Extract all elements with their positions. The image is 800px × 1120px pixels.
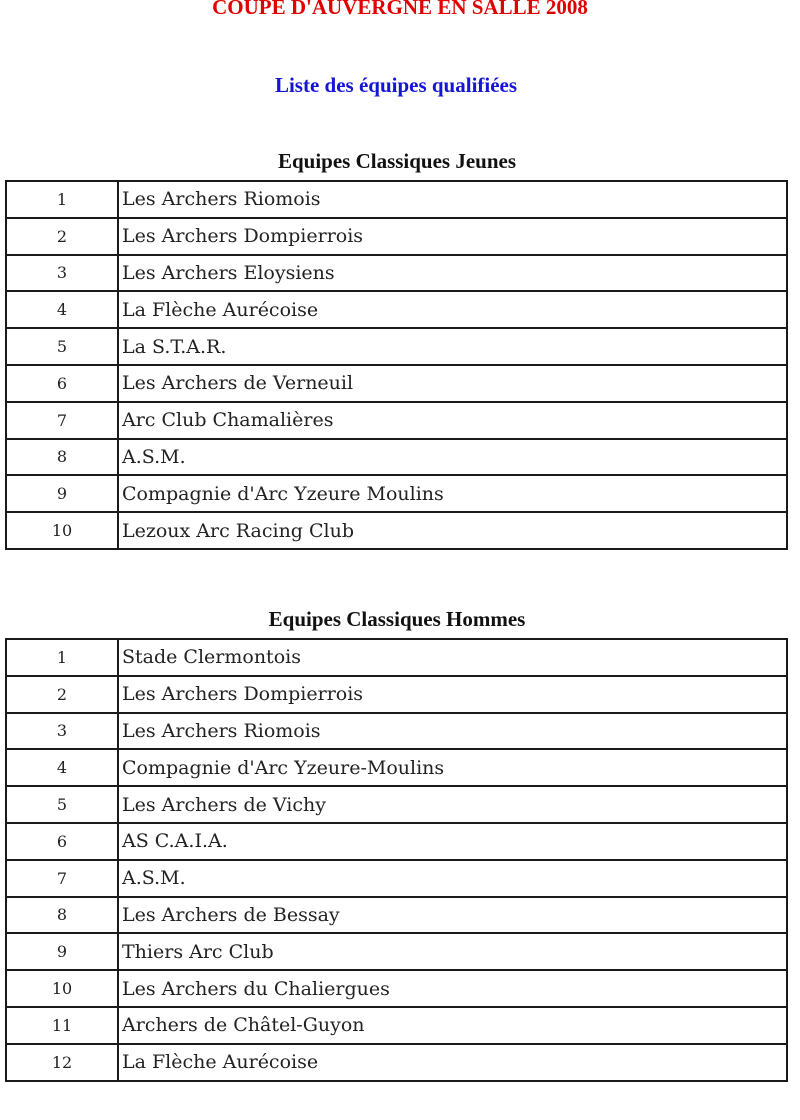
team-name-cell: Les Archers du Chaliergues bbox=[118, 970, 787, 1007]
table-row bbox=[6, 365, 787, 402]
rank-cell: 10 bbox=[6, 970, 118, 1007]
rank-cell: 8 bbox=[6, 897, 118, 934]
rank-cell: 1 bbox=[6, 181, 118, 218]
rank-cell: 5 bbox=[6, 786, 118, 823]
table-row bbox=[6, 970, 787, 1007]
team-name-cell: Les Archers Dompierrois bbox=[118, 676, 787, 713]
team-name-cell: La Flèche Aurécoise bbox=[118, 1044, 787, 1081]
rank-cell: 6 bbox=[6, 365, 118, 402]
rank-cell: 7 bbox=[6, 860, 118, 897]
table-row bbox=[6, 749, 787, 786]
table-row bbox=[6, 676, 787, 713]
table-row bbox=[6, 860, 787, 897]
team-name-cell: La Flèche Aurécoise bbox=[118, 291, 787, 328]
rank-cell: 3 bbox=[6, 713, 118, 750]
rank-cell: 5 bbox=[6, 328, 118, 365]
teams-table-hommes bbox=[5, 638, 788, 1082]
table-row bbox=[6, 439, 787, 476]
table-row bbox=[6, 475, 787, 512]
rank-cell: 2 bbox=[6, 218, 118, 255]
document-subtitle: Liste des équipes qualifiées bbox=[274, 73, 518, 97]
table-row bbox=[6, 713, 787, 750]
rank-cell: 7 bbox=[6, 402, 118, 439]
rank-cell: 9 bbox=[6, 933, 118, 970]
team-name-cell: Les Archers de Bessay bbox=[118, 897, 787, 934]
table-row bbox=[6, 1007, 787, 1044]
rank-cell: 6 bbox=[6, 823, 118, 860]
table-row bbox=[6, 328, 787, 365]
rank-cell: 4 bbox=[6, 291, 118, 328]
rank-cell: 9 bbox=[6, 475, 118, 512]
table-row bbox=[6, 1044, 787, 1081]
team-name-cell: Compagnie d'Arc Yzeure Moulins bbox=[118, 475, 787, 512]
team-name-cell: Thiers Arc Club bbox=[118, 933, 787, 970]
rank-cell: 3 bbox=[6, 255, 118, 292]
team-name-cell: Les Archers Dompierrois bbox=[118, 218, 787, 255]
rank-cell: 10 bbox=[6, 512, 118, 549]
team-name-cell: Les Archers Eloysiens bbox=[118, 255, 787, 292]
team-name-cell: Stade Clermontois bbox=[118, 639, 787, 676]
table-row bbox=[6, 291, 787, 328]
rank-cell: 2 bbox=[6, 676, 118, 713]
rank-cell: 11 bbox=[6, 1007, 118, 1044]
table-row bbox=[6, 402, 787, 439]
team-name-cell: La S.T.A.R. bbox=[118, 328, 787, 365]
team-name-cell: Arc Club Chamalières bbox=[118, 402, 787, 439]
rank-cell: 12 bbox=[6, 1044, 118, 1081]
team-name-cell: Compagnie d'Arc Yzeure-Moulins bbox=[118, 749, 787, 786]
team-name-cell: Archers de Châtel-Guyon bbox=[118, 1007, 787, 1044]
table-row bbox=[6, 823, 787, 860]
teams-table-body bbox=[6, 181, 787, 549]
team-name-cell: AS C.A.I.A. bbox=[118, 823, 787, 860]
section-title-hommes: Equipes Classiques Hommes bbox=[268, 607, 526, 631]
table-row bbox=[6, 218, 787, 255]
team-name-cell: A.S.M. bbox=[118, 860, 787, 897]
document-title: COUPE D'AUVERGNE EN SALLE 2008 bbox=[212, 0, 588, 19]
team-name-cell: Lezoux Arc Racing Club bbox=[118, 512, 787, 549]
teams-table-body bbox=[6, 639, 787, 1081]
table-row bbox=[6, 181, 787, 218]
teams-table-jeunes bbox=[5, 180, 788, 550]
team-name-cell: A.S.M. bbox=[118, 439, 787, 476]
rank-cell: 4 bbox=[6, 749, 118, 786]
rank-cell: 8 bbox=[6, 439, 118, 476]
table-row bbox=[6, 639, 787, 676]
team-name-cell: Les Archers Riomois bbox=[118, 713, 787, 750]
team-name-cell: Les Archers de Verneuil bbox=[118, 365, 787, 402]
table-row bbox=[6, 255, 787, 292]
table-row bbox=[6, 786, 787, 823]
table-row bbox=[6, 933, 787, 970]
rank-cell: 1 bbox=[6, 639, 118, 676]
team-name-cell: Les Archers de Vichy bbox=[118, 786, 787, 823]
team-name-cell: Les Archers Riomois bbox=[118, 181, 787, 218]
table-row bbox=[6, 512, 787, 549]
table-row bbox=[6, 897, 787, 934]
section-title-jeunes: Equipes Classiques Jeunes bbox=[277, 149, 517, 173]
